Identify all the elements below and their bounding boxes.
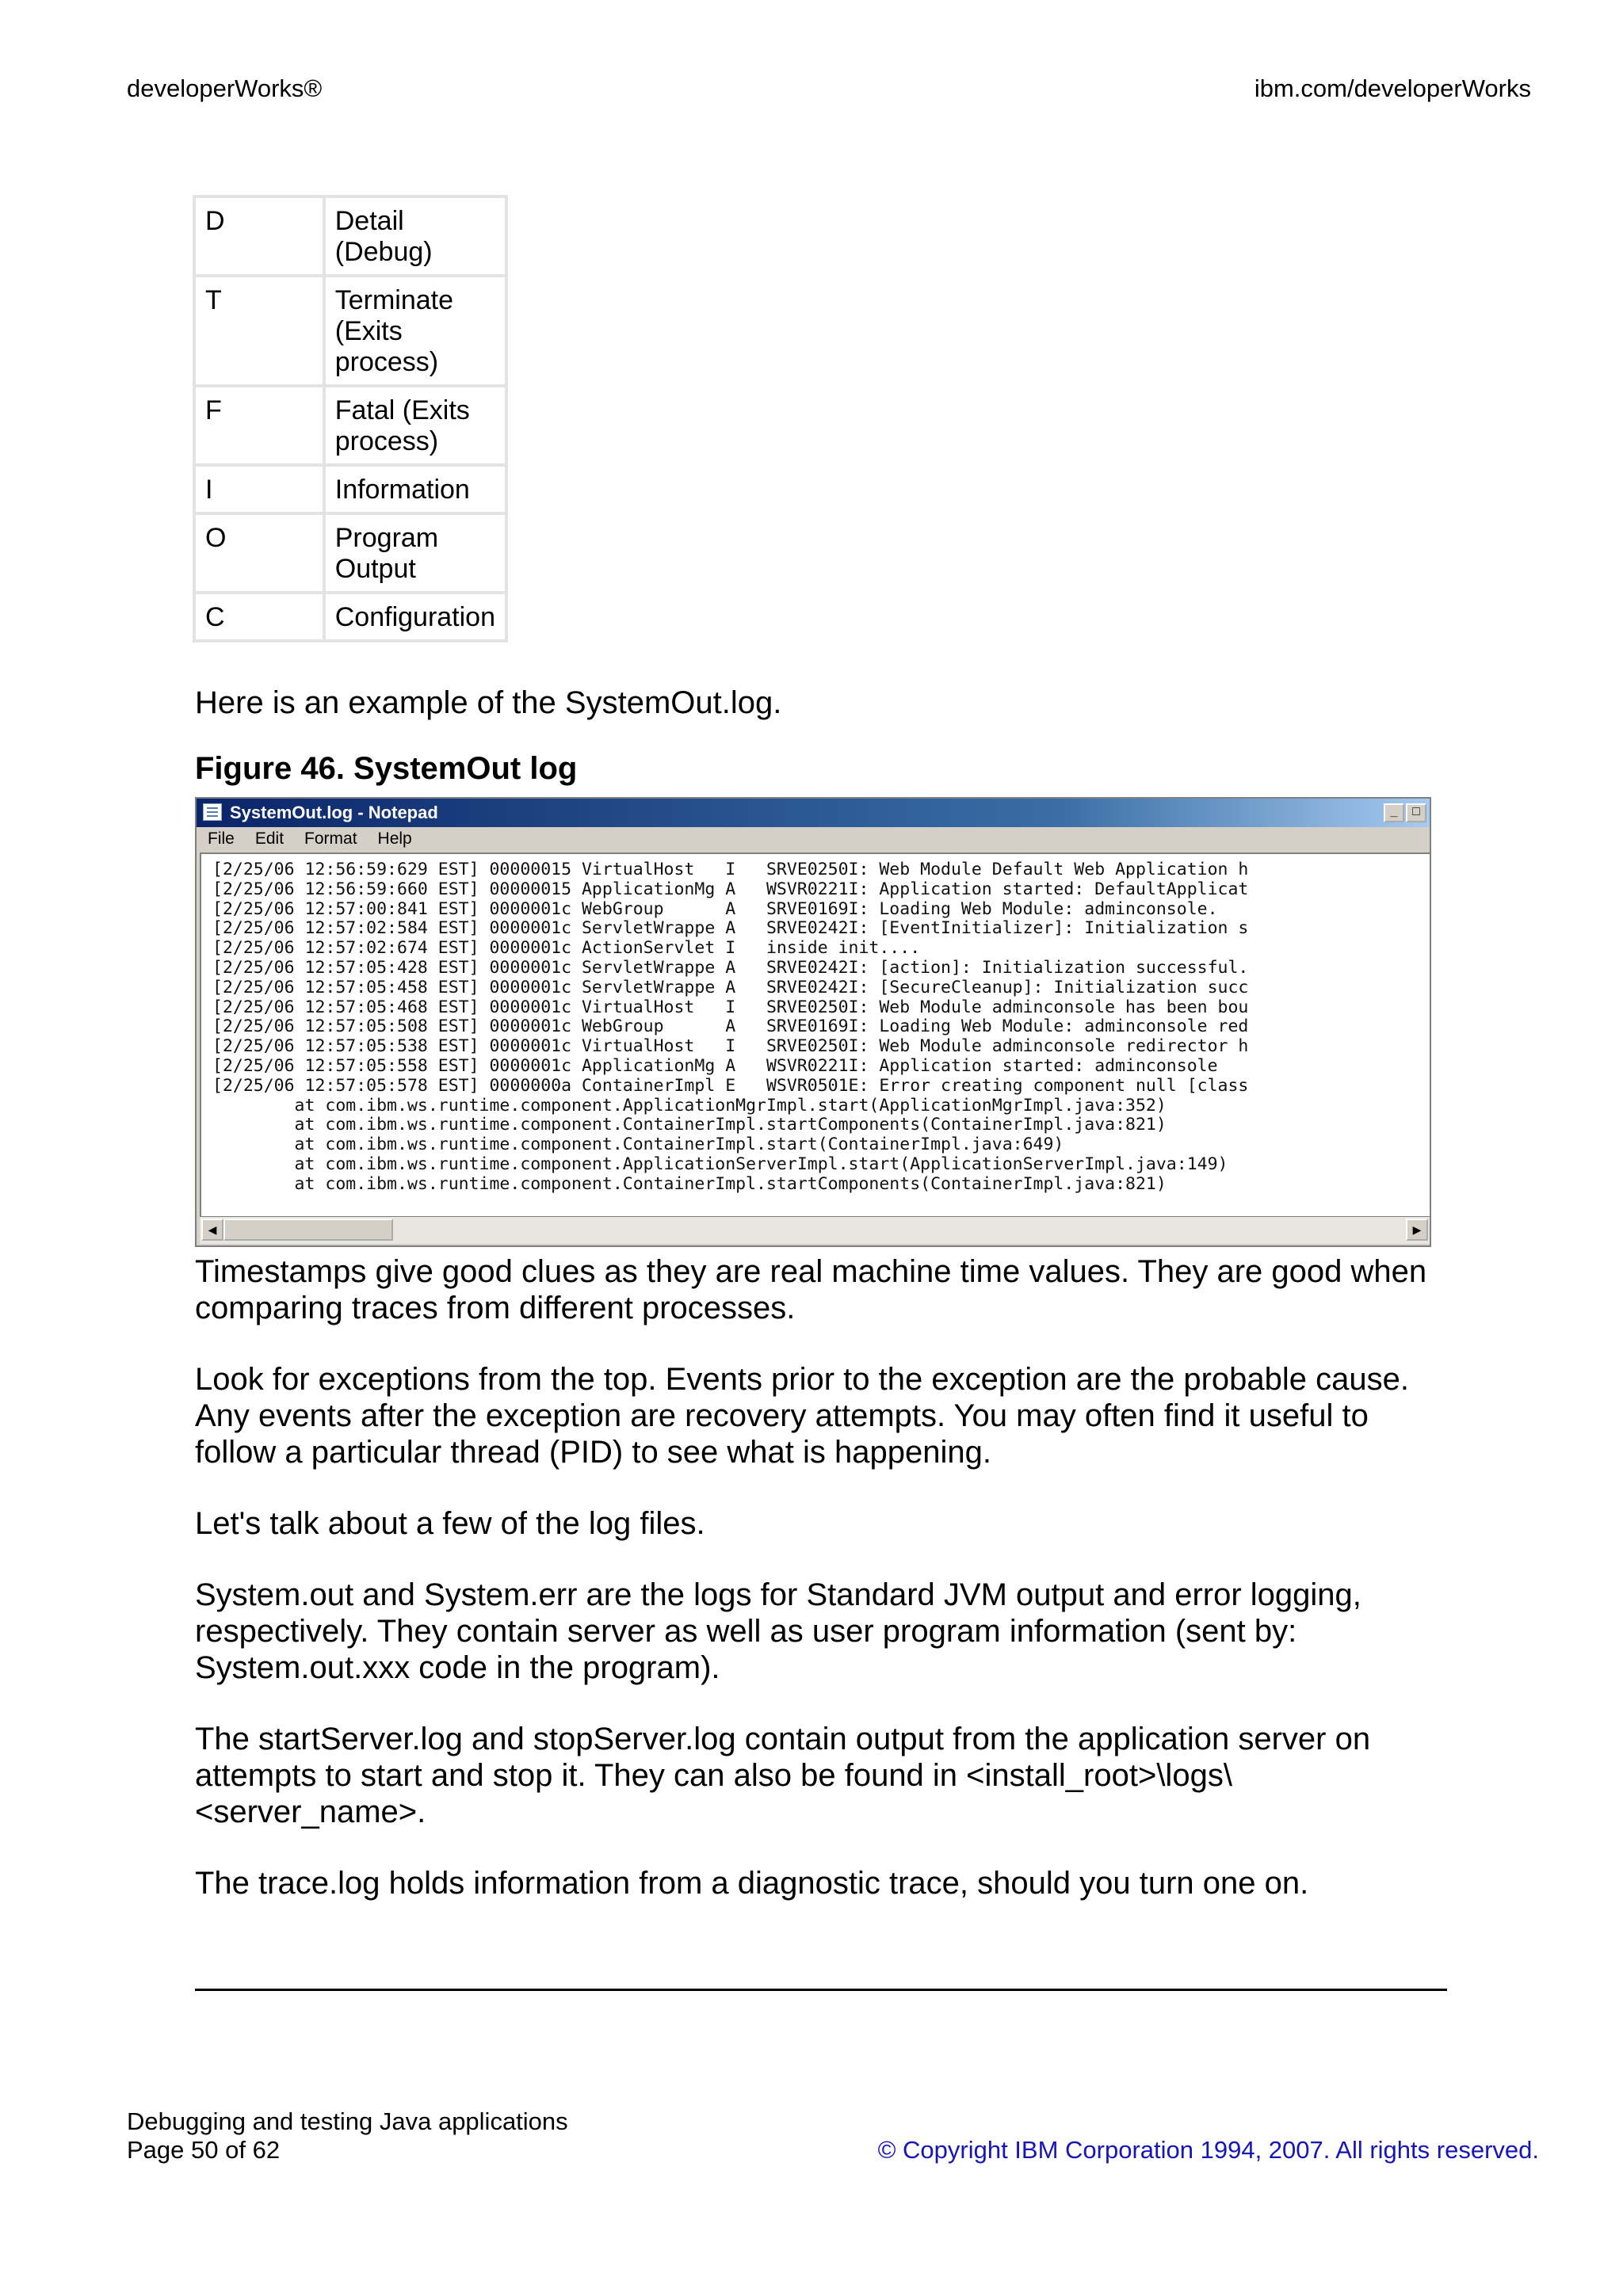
table-row (194, 276, 506, 386)
paragraph-trace-log: The trace.log holds information from a diagnostic trace, should you turn one on. (195, 1866, 1309, 1901)
level-code: D (194, 196, 324, 276)
log-line: [2/25/06 12:57:05:428 EST] 0000001c ServletWrappe A SRVE0242I: [action]: Initialization successful. (212, 957, 1249, 978)
paragraph-system-out: System.out and System.err are the logs for Standard JVM output and error logging, respectively. They contain server as well as user program information (sent by: System.out.xxx code in the program). (195, 1577, 1361, 1685)
footer-divider (195, 1989, 1447, 1991)
log-line: at com.ibm.ws.runtime.component.ContainerImpl.start(ContainerImpl.java:649) (212, 1135, 1064, 1155)
log-line: [2/25/06 12:56:59:629 EST] 00000015 VirtualHost I SRVE0250I: Web Module Default Web Application h (212, 860, 1249, 879)
log-line: [2/25/06 12:57:05:558 EST] 0000001c ApplicationMg A WSVR0221I: Application started: adminconsole (212, 1055, 1218, 1076)
log-line: [2/25/06 12:57:00:841 EST] 0000001c WebGroup A SRVE0169I: Loading Web Module: adminconsole. (212, 898, 1218, 919)
log-line: at com.ibm.ws.runtime.component.ApplicationServerImpl.start(ApplicationServerImpl.java:149) (212, 1154, 1228, 1174)
window-controls (1384, 803, 1426, 822)
menu-help: Help (377, 830, 412, 848)
minimize-icon: _ (1384, 803, 1404, 822)
menu-format: Format (304, 830, 357, 848)
level-code: O (194, 513, 324, 593)
window-title: SystemOut.log - Notepad (230, 803, 438, 822)
level-description: Fatal (Exits process) (324, 386, 506, 465)
horizontal-scrollbar (200, 1216, 1430, 1244)
level-code: T (194, 276, 324, 386)
footer-doc-title: Debugging and testing Java applications (127, 2107, 568, 2135)
paragraph-start-stop: The startServer.log and stopServer.log contain output from the application server on attempts to start and stop it. They can also be found in <install_root>\logs\<server_name>. (195, 1722, 1371, 1829)
table-row (194, 196, 506, 276)
log-line: [2/25/06 12:57:05:458 EST] 0000001c ServletWrappe A SRVE0242I: [SecureCleanup]: Initialization succ (212, 977, 1249, 997)
log-line: at com.ibm.ws.runtime.component.ContainerImpl.startComponents(ContainerImpl.java:821) (212, 1115, 1167, 1135)
notepad-menu-bar (197, 827, 1430, 851)
log-line: [2/25/06 12:57:05:538 EST] 0000001c VirtualHost I SRVE0250I: Web Module adminconsole redirector h (212, 1036, 1249, 1057)
log-line: [2/25/06 12:56:59:660 EST] 00000015 ApplicationMg A WSVR0221I: Application started: DefaultApplicat (212, 879, 1249, 899)
table-row (194, 386, 506, 465)
menu-edit: Edit (254, 830, 285, 848)
level-code: C (194, 593, 324, 641)
level-description: Detail (Debug) (324, 196, 506, 276)
table-row (194, 465, 506, 513)
paragraph-timestamps: Timestamps give good clues as they are real machine time values. They are good when comparing traces from different processes. (195, 1254, 1427, 1325)
level-code: I (194, 465, 324, 513)
table-row (194, 593, 506, 641)
page-number: Page 50 of 62 (127, 2136, 281, 2164)
paragraph-log-files: Let's talk about a few of the log files. (195, 1506, 705, 1541)
maximize-icon: □ (1406, 803, 1426, 822)
log-line: at com.ibm.ws.runtime.component.ApplicationMgrImpl.start(ApplicationMgrImpl.java:352) (212, 1095, 1167, 1116)
header-brand: developerWorks® (127, 74, 323, 102)
notepad-icon (203, 803, 222, 821)
log-line: [2/25/06 12:57:02:674 EST] 0000001c ActionServlet I inside init.... (212, 938, 921, 959)
log-line: [2/25/06 12:57:05:578 EST] 0000000a ContainerImpl E WSVR0501E: Error creating component null [class (212, 1075, 1249, 1096)
figure-caption: Figure 46. SystemOut log (195, 751, 578, 786)
menu-file: File (208, 830, 235, 848)
footer-info (127, 2107, 568, 2164)
scroll-right-icon: ▶ (1406, 1219, 1428, 1241)
scroll-left-icon: ◀ (201, 1219, 223, 1241)
level-code: F (194, 386, 324, 465)
table-row (194, 513, 506, 593)
header-site-link[interactable]: ibm.com/developerWorks (1254, 74, 1531, 102)
level-description: Terminate (Exits process) (324, 276, 506, 386)
paragraph-exceptions: Look for exceptions from the top. Events prior to the exception are the probable cause. Any events after the exception are recovery attempts. You may often find it useful to follow a particular thread (PID) to see what is happening. (195, 1362, 1410, 1470)
intro-text: Here is an example of the SystemOut.log. (195, 685, 782, 720)
level-description: Configuration (324, 593, 506, 641)
level-description: Information (324, 465, 506, 513)
notepad-title-bar (197, 799, 1430, 827)
log-text-area (200, 852, 1430, 1219)
log-line: [2/25/06 12:57:02:584 EST] 0000001c ServletWrappe A SRVE0242I: [EventInitializer]: Initialization s (212, 918, 1249, 939)
log-line: [2/25/06 12:57:05:508 EST] 0000001c WebGroup A SRVE0169I: Loading Web Module: adminconsole red (212, 1016, 1249, 1037)
log-level-table (193, 195, 508, 643)
log-line: at com.ibm.ws.runtime.component.ContainerImpl.startComponents(ContainerImpl.java:821) (212, 1173, 1167, 1194)
level-description: Program Output (324, 513, 506, 593)
scroll-thumb (223, 1219, 393, 1241)
copyright-link[interactable]: © Copyright IBM Corporation 1994, 2007. All rights reserved. (877, 2136, 1539, 2164)
notepad-screenshot (195, 797, 1431, 1247)
log-line: [2/25/06 12:57:05:468 EST] 0000001c VirtualHost I SRVE0250I: Web Module adminconsole has been bou (212, 997, 1249, 1017)
